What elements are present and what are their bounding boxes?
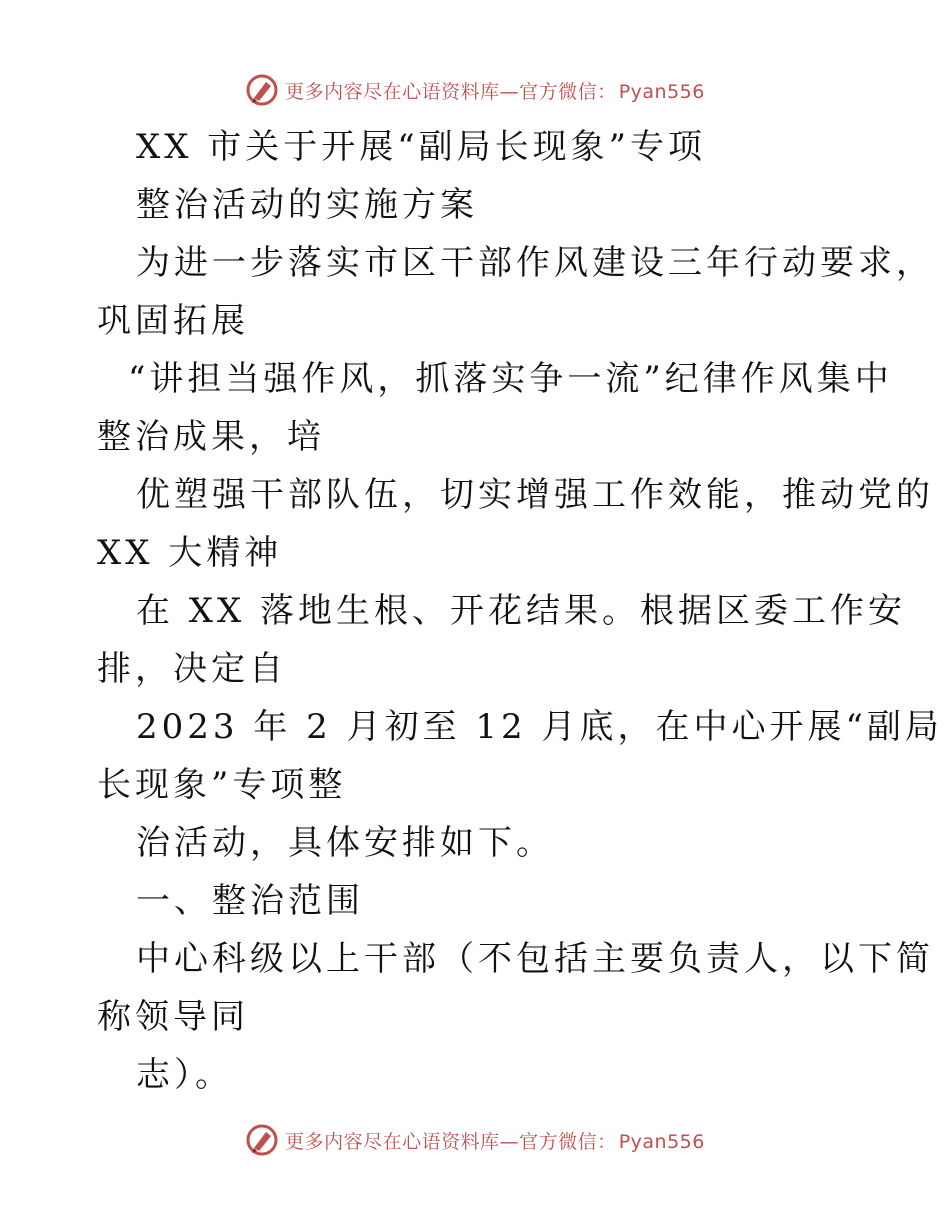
doc-line: “讲担当强作风，抓落实争一流”纪律作风集中	[128, 359, 893, 399]
section-heading: 一、整治范围	[136, 881, 364, 921]
doc-line: 治活动，具体安排如下。	[136, 823, 554, 863]
watermark-separator: —	[499, 80, 520, 103]
watermark-wechat-id: Pyan556	[618, 80, 705, 103]
doc-line: 为进一步落实市区干部作风建设三年行动要求，	[136, 243, 934, 283]
doc-line: 志）。	[136, 1055, 233, 1095]
doc-line: 2023 年 2 月初至 12 月底，在中心开展“副局	[136, 707, 943, 747]
watermark-site: 更多内容尽在心语资料库	[285, 1130, 500, 1153]
watermark-wechat-id: Pyan556	[618, 1130, 705, 1153]
watermark-text	[285, 1127, 705, 1154]
doc-line: 中心科级以上干部（不包括主要负责人，以下简	[136, 939, 934, 979]
doc-title-line-1: XX 市关于开展“副局长现象”专项	[136, 127, 706, 167]
doc-line: 巩固拓展	[97, 301, 249, 341]
watermark-site: 更多内容尽在心语资料库	[285, 80, 500, 103]
doc-line: XX 大精神	[97, 533, 283, 573]
doc-title-line-2: 整治活动的实施方案	[136, 185, 478, 225]
doc-line: 整治成果，培	[97, 417, 325, 457]
watermark-footer	[0, 1120, 950, 1160]
doc-line: 在 XX 落地生根、开花结果。根据区委工作安	[136, 591, 907, 631]
doc-line: 称领导同	[97, 997, 249, 1037]
pen-seal-logo-icon	[245, 1123, 279, 1157]
doc-line: 长现象”专项整	[97, 765, 347, 805]
doc-line: 排，决定自	[97, 649, 287, 689]
watermark-label: 官方微信：	[519, 1130, 617, 1153]
watermark-separator: —	[499, 1130, 520, 1153]
watermark-label: 官方微信：	[519, 80, 617, 103]
doc-line: 优塑强干部队伍，切实增强工作效能，推动党的	[136, 475, 934, 515]
